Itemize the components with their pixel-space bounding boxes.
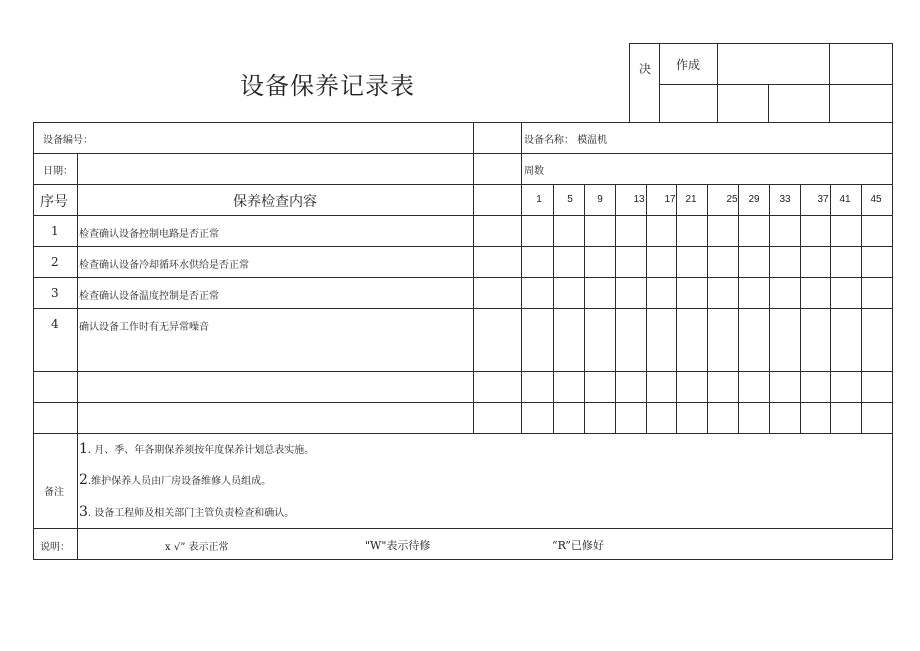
row-content: 检查确认设备温度控制是否正常 (79, 291, 219, 302)
week-number: 41 (839, 194, 851, 205)
row-content: 检查确认设备控制电路是否正常 (79, 229, 219, 240)
approval-decide-label: 决 (639, 62, 652, 76)
remark-number: 2 (79, 472, 88, 488)
week-col-divider (646, 184, 647, 433)
remark-text: . 月、季、年各期保养须按年度保养计划总表实施。 (87, 445, 315, 456)
remark-text: . 设备工程师及相关部门主管负责检查和确认。 (87, 508, 295, 519)
approval-top-border (629, 43, 893, 44)
remark-number: 3 (79, 504, 88, 520)
approval-made-label: 作成 (676, 58, 701, 72)
row-divider (33, 184, 893, 185)
legend-label: 说明： (40, 542, 70, 553)
week-col-divider (769, 184, 770, 433)
approval-divider (768, 84, 769, 122)
row-content: 检查确认设备冷却循环水供给是否正常 (79, 260, 249, 271)
col-divider (77, 153, 78, 559)
equipment-name-label-text: 设备名称： (524, 135, 574, 146)
legend-pending: "W"表示待修 (365, 539, 431, 552)
row-divider (33, 433, 893, 434)
week-col-divider (676, 184, 677, 433)
week-number: 17 (664, 194, 676, 205)
week-number: 5 (567, 194, 573, 205)
legend-repaired: “R”已修好 (552, 539, 604, 552)
row-seq: 4 (51, 317, 59, 331)
week-number: 33 (779, 194, 791, 205)
week-number: 9 (597, 194, 603, 205)
row-seq: 1 (51, 224, 59, 238)
week-number: 45 (870, 194, 882, 205)
week-col-divider (830, 184, 831, 433)
table-top-border (33, 122, 893, 123)
remark-item (79, 441, 314, 457)
week-col-divider (553, 184, 554, 433)
table-left-border (33, 122, 34, 560)
legend-normal: x √” 表示正常 (165, 542, 229, 553)
table-right-border (892, 122, 893, 560)
approval-right-border (892, 43, 893, 122)
remarks-label: 备注 (44, 487, 64, 498)
row-seq: 2 (51, 255, 59, 269)
approval-divider (717, 43, 718, 122)
col-seq-header: 序号 (40, 194, 68, 210)
row-divider (33, 371, 893, 372)
row-divider (33, 277, 893, 278)
week-number: 21 (685, 194, 697, 205)
row-divider (33, 215, 893, 216)
week-col-divider (800, 184, 801, 433)
row-divider (33, 153, 893, 154)
week-col-divider (615, 184, 616, 433)
week-number: 29 (748, 194, 760, 205)
row-content: 确认设备工作时有无异常噪音 (79, 322, 209, 333)
approval-divider (659, 43, 660, 122)
row-divider (33, 402, 893, 403)
approval-divider (829, 43, 830, 122)
col-content-header: 保养检查内容 (233, 194, 317, 210)
col-divider (521, 122, 522, 433)
col-divider (473, 122, 474, 433)
approval-mid-border (659, 84, 893, 85)
week-col-divider (861, 184, 862, 433)
week-number: 25 (726, 194, 738, 205)
week-number: 1 (536, 194, 542, 205)
week-col-divider (584, 184, 585, 433)
remark-number: 1 (79, 441, 88, 457)
weeks-label: 周数 (524, 166, 544, 177)
remark-text: .维护保养人员由厂房设备维修人员组成。 (87, 476, 272, 487)
row-seq: 3 (51, 286, 59, 300)
week-col-divider (738, 184, 739, 433)
week-number: 13 (633, 194, 645, 205)
remark-item (79, 504, 294, 520)
equipment-name-value: 模温机 (577, 135, 608, 146)
equipment-name-label (524, 131, 607, 146)
remark-item (79, 472, 271, 488)
date-label: 日期： (43, 166, 73, 177)
week-col-divider (707, 184, 708, 433)
week-number: 37 (817, 194, 829, 205)
row-divider (33, 308, 893, 309)
equipment-no-label: 设备编号： (43, 135, 93, 146)
row-divider (33, 246, 893, 247)
page-title: 设备保养记录表 (240, 72, 415, 100)
row-divider (33, 528, 893, 529)
approval-left-border (629, 43, 630, 122)
table-bottom-border (33, 559, 893, 560)
